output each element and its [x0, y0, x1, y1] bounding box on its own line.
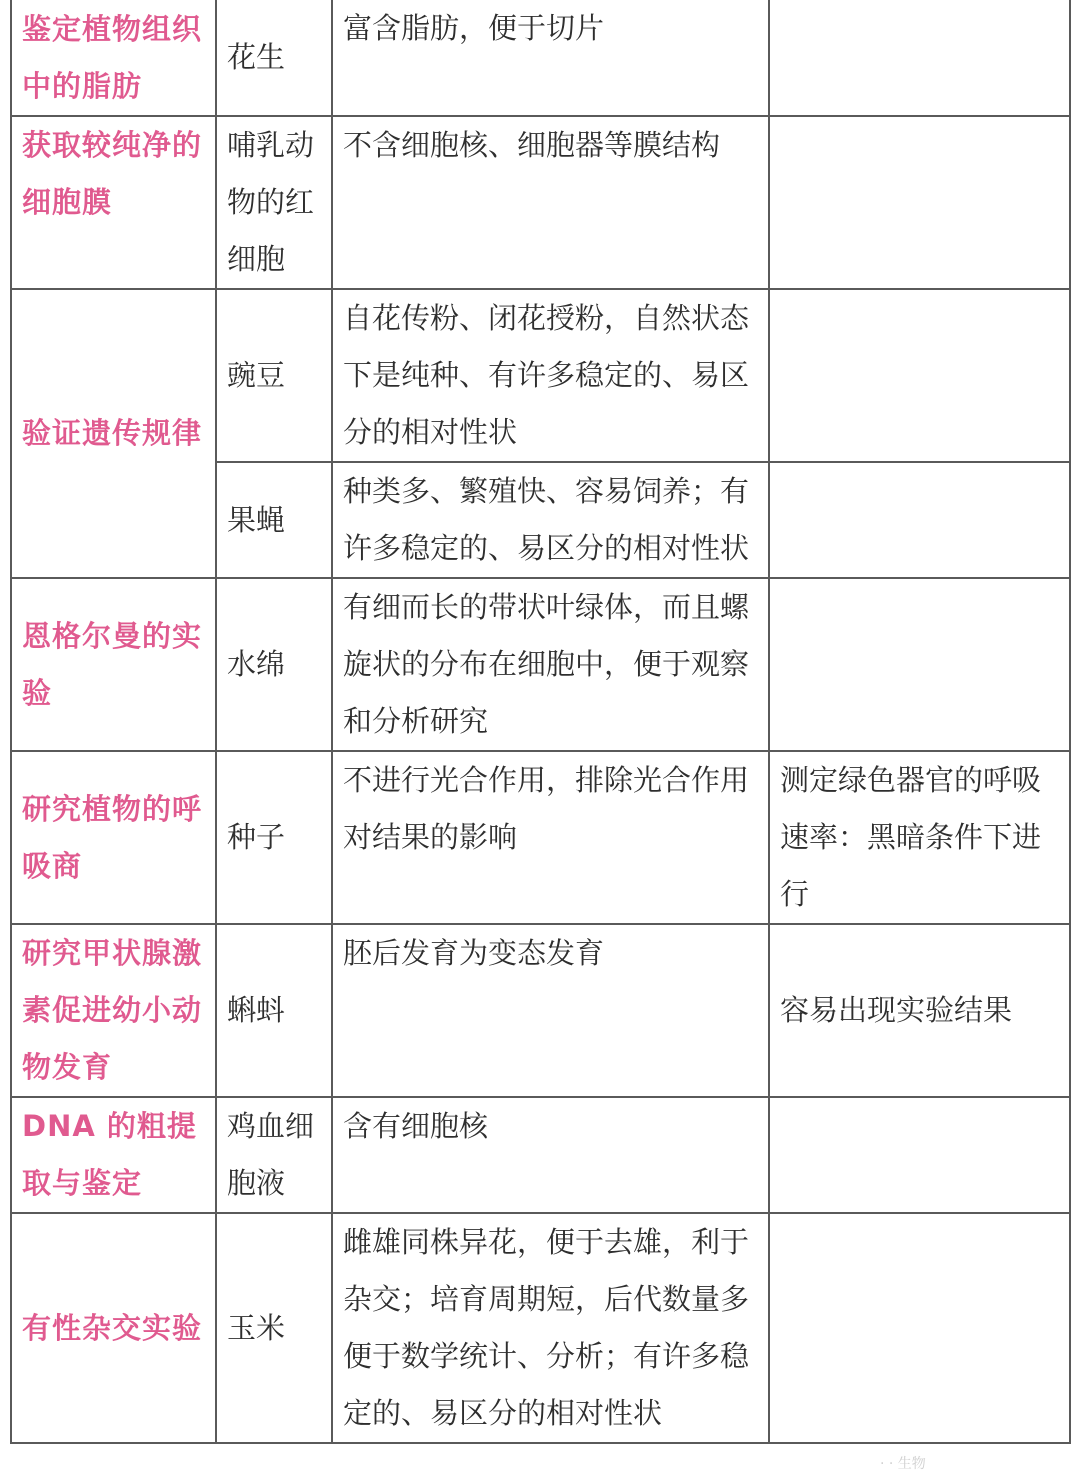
topic-cell: 有性杂交实验 [11, 1213, 216, 1443]
note-cell [769, 1097, 1070, 1213]
note-cell [769, 289, 1070, 462]
table-row [11, 0, 1070, 116]
topic-cell: 鉴定植物组织中的脂肪 [11, 0, 216, 116]
topic-cell: 研究植物的呼吸商 [11, 751, 216, 924]
reason-cell: 雌雄同株异花，便于去雄，利于杂交；培育周期短，后代数量多便于数学统计、分析；有许多稳定的、易区分的相对性状 [332, 1213, 769, 1443]
reason-cell: 自花传粉、闭花授粉，自然状态下是纯种、有许多稳定的、易区分的相对性状 [332, 289, 769, 462]
table-row [11, 116, 1070, 289]
note-cell: 测定绿色器官的呼吸速率：黑暗条件下进行 [769, 751, 1070, 924]
note-cell [769, 462, 1070, 578]
table-row [11, 578, 1070, 751]
table-row [11, 289, 1070, 462]
note-cell [769, 1213, 1070, 1443]
material-cell: 种子 [216, 751, 332, 924]
note-cell [769, 578, 1070, 751]
table-row [11, 751, 1070, 924]
note-cell [769, 0, 1070, 116]
reason-cell: 有细而长的带状叶绿体，而且螺旋状的分布在细胞中，便于观察和分析研究 [332, 578, 769, 751]
material-cell: 花生 [216, 0, 332, 116]
material-cell: 果蝇 [216, 462, 332, 578]
topic-cell: 获取较纯净的细胞膜 [11, 116, 216, 289]
material-cell: 鸡血细胞液 [216, 1097, 332, 1213]
material-cell: 哺乳动物的红细胞 [216, 116, 332, 289]
note-cell: 容易出现实验结果 [769, 924, 1070, 1097]
material-cell: 蝌蚪 [216, 924, 332, 1097]
topic-cell: 恩格尔曼的实验 [11, 578, 216, 751]
material-cell: 玉米 [216, 1213, 332, 1443]
reason-cell: 富含脂肪，便于切片 [332, 0, 769, 116]
reason-cell: 不进行光合作用，排除光合作用对结果的影响 [332, 751, 769, 924]
reason-cell: 不含细胞核、细胞器等膜结构 [332, 116, 769, 289]
material-cell: 水绵 [216, 578, 332, 751]
note-cell [769, 116, 1070, 289]
table-row [11, 924, 1070, 1097]
topic-cell: DNA 的粗提取与鉴定 [11, 1097, 216, 1213]
topic-cell: 研究甲状腺激素促进幼小动物发育 [11, 924, 216, 1097]
watermark: · · 生物 [880, 1456, 926, 1472]
experiment-materials-table [10, 0, 1071, 1444]
reason-cell: 胚后发育为变态发育 [332, 924, 769, 1097]
reason-cell: 种类多、繁殖快、容易饲养；有许多稳定的、易区分的相对性状 [332, 462, 769, 578]
material-cell: 豌豆 [216, 289, 332, 462]
reason-cell: 含有细胞核 [332, 1097, 769, 1213]
table-row [11, 1097, 1070, 1213]
topic-cell: 验证遗传规律 [11, 289, 216, 578]
table-row [11, 1213, 1070, 1443]
